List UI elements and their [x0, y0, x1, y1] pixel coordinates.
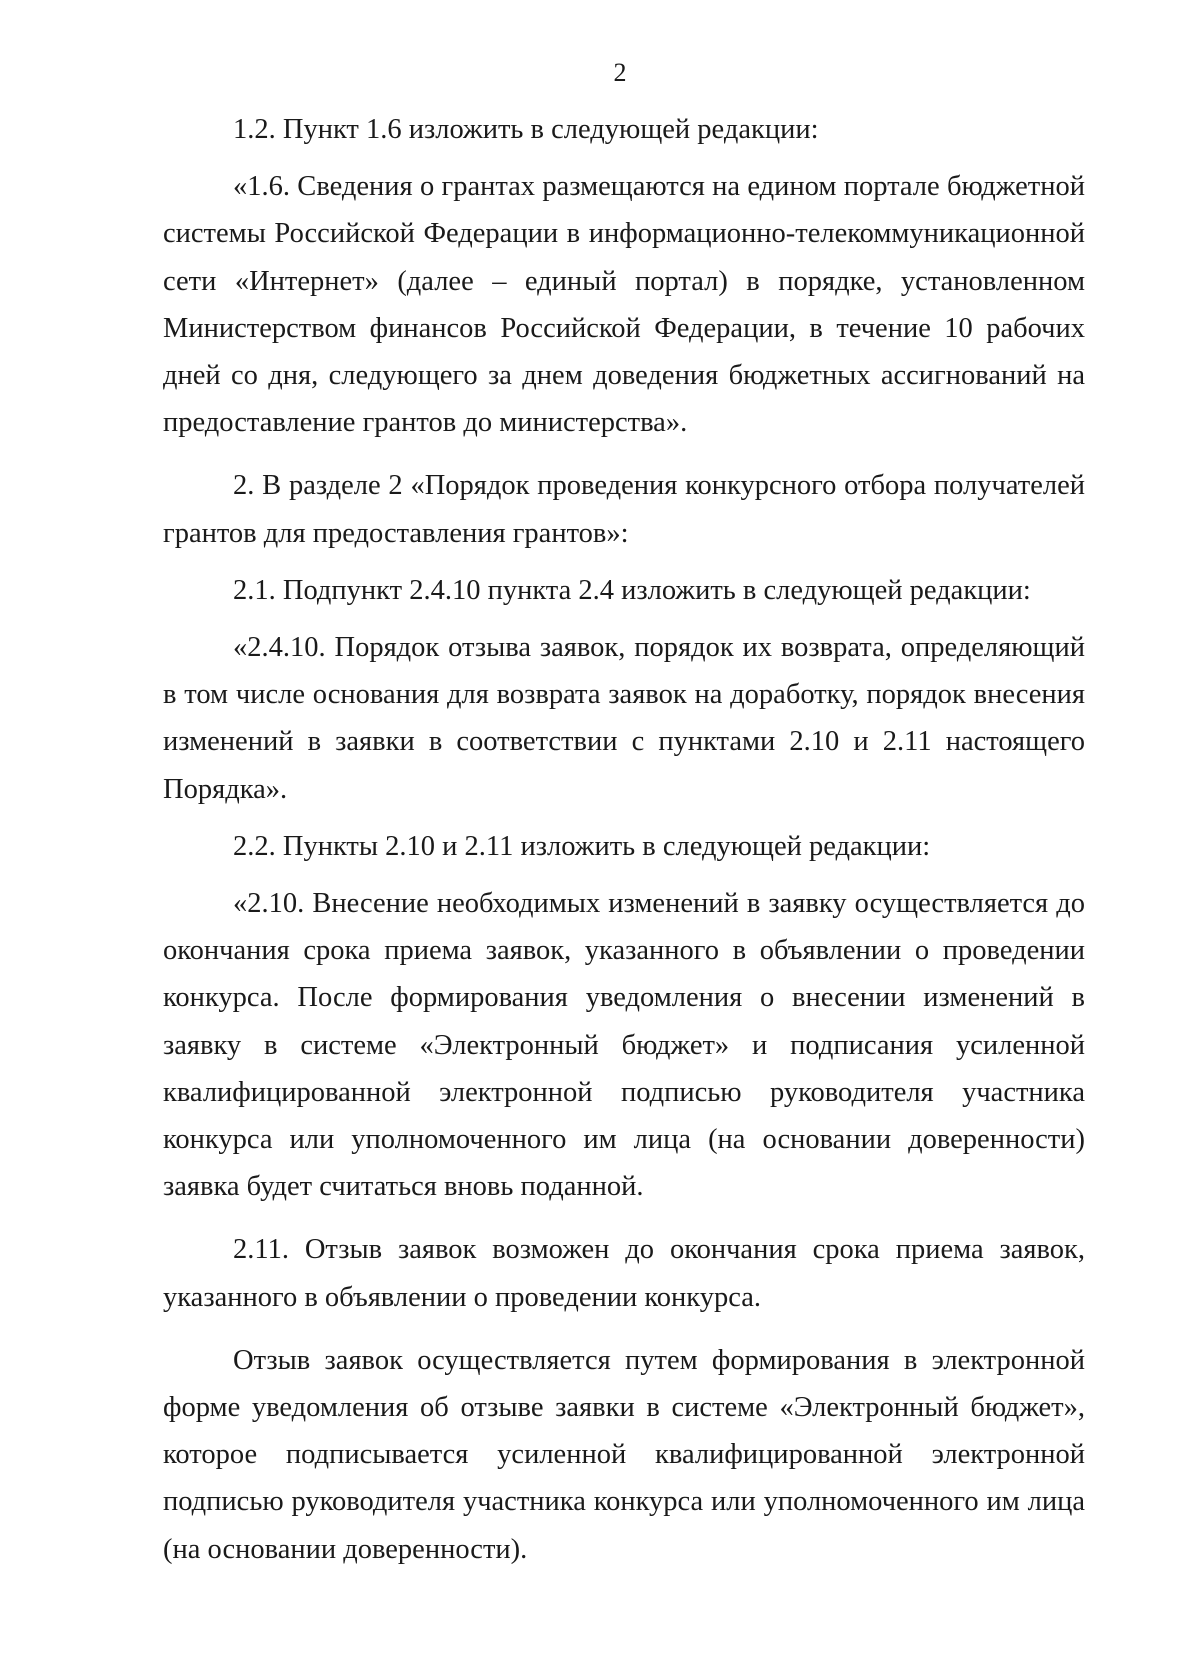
paragraph-2-2: 2.2. Пункты 2.10 и 2.11 изложить в следующей редакции:	[233, 830, 931, 862]
paragraph-2-10-text: «2.10. Внесение необходимых изменений в заявку осуществляется до окончания срока приема заявок, указанного в объявлении о проведении конкурса. После формирования уведомления о внесении изменений в заявку в системе «Электронный бюджет» и подписания усиленной квалифицированной электронной подписью руководителя участника конкурса или уполномоченного им лица (на основании доверенности) заявка будет считаться вновь поданной.	[163, 888, 1085, 1203]
paragraph-2-11-text: 2.11. Отзыв заявок возможен до окончания срока приема заявок, указанного в объявлении о проведении конкурса.	[163, 1234, 1085, 1313]
paragraph-withdrawal-procedure: Отзыв заявок осуществляется путем формирования в электронной форме уведомления об отзыве заявки в системе «Электронный бюджет», которое подписывается усиленной квалифицированной электронной подписью руководителя участника конкурса или уполномоченного им лица (на основании доверенности).	[163, 1344, 1085, 1565]
page-number: 2	[613, 58, 627, 87]
paragraph-1-2: 1.2. Пункт 1.6 изложить в следующей редакции:	[233, 114, 819, 145]
paragraph-section-2: 2. В разделе 2 «Порядок проведения конкурсного отбора получателей грантов для предоставления грантов»:	[163, 470, 1085, 549]
paragraph-1-6-text: «1.6. Сведения о грантах размещаются на едином портале бюджетной системы Российской Федерации в информационно-телекоммуникационной сети «Интернет» (далее – единый портал) в порядке, установленном Министерством финансов Российской Федерации, в течение 10 рабочих дней со дня, следующего за днем доведения бюджетных ассигнований на предоставление грантов до министерства».	[163, 171, 1085, 439]
document-body	[163, 106, 1085, 1573]
paragraph-2-4-10-text: «2.4.10. Порядок отзыва заявок, порядок их возврата, определяющий в том числе основания для возврата заявок на доработку, порядок внесения изменений в заявки в соответствии с пунктами 2.10 и 2.11 настоящего Порядка».	[163, 632, 1085, 805]
paragraph-2-1: 2.1. Подпункт 2.4.10 пункта 2.4 изложить в следующей редакции:	[233, 574, 1031, 606]
